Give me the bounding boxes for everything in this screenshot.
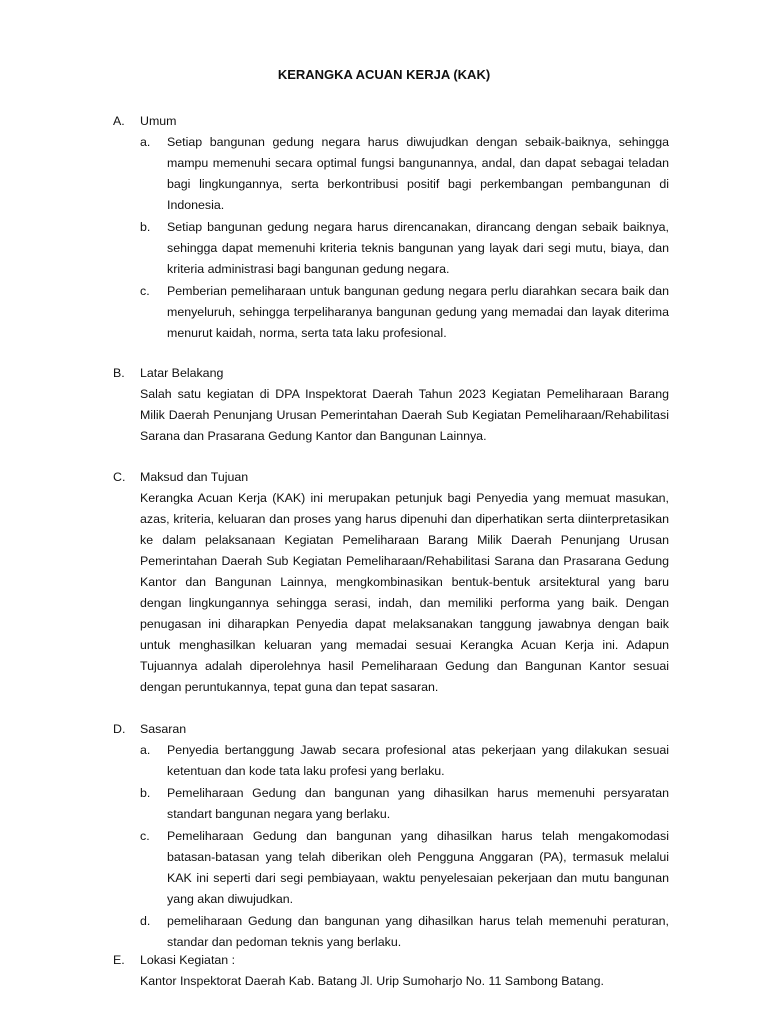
item-letter: a.	[140, 743, 151, 757]
item-text: Penyedia bertanggung Jawab secara profesional atas pekerjaan yang dilakukan sesuai ketentuan dan kode tata laku profesi yang berlaku.	[167, 743, 669, 778]
section-heading: Latar Belakang	[140, 366, 224, 380]
section-header	[113, 950, 669, 971]
document-title: KERANGKA ACUAN KERJA (KAK)	[277, 67, 491, 82]
section-maksud-tujuan	[113, 467, 669, 698]
section-letter: E.	[113, 953, 125, 967]
section-heading: Umum	[140, 114, 177, 128]
list-item	[113, 826, 669, 910]
item-text: Setiap bangunan gedung negara harus direncanakan, dirancang dengan sebaik baiknya, sehingga dapat memenuhi kriteria teknis bangunan yang layak dari segi mutu, biaya, dan kriteria administrasi bagi bangunan gedung negara.	[167, 220, 669, 276]
section-letter: D.	[113, 722, 126, 736]
section-header	[113, 719, 669, 740]
section-paragraph: Salah satu kegiatan di DPA Inspektorat Daerah Tahun 2023 Kegiatan Pemeliharaan Barang Milik Daerah Penunjang Urusan Pemerintahan Daerah Sub Kegiatan Pemeliharaan/Rehabilitasi Sarana dan Prasarana Gedung Kantor dan Bangunan Lainnya.	[140, 387, 669, 443]
item-text: Setiap bangunan gedung negara harus diwujudkan dengan sebaik-baiknya, sehingga mampu memenuhi secara optimal fungsi bangunannya, andal, dan dapat sebagai teladan bagi lingkungannya, serta berkontribusi positif bagi perkembangan pembangunan di Indonesia.	[167, 135, 669, 212]
section-header	[113, 111, 669, 132]
section-header	[113, 467, 669, 488]
item-text: Pemeliharaan Gedung dan bangunan yang dihasilkan harus memenuhi persyaratan standart bangunan negara yang berlaku.	[167, 786, 669, 821]
list-item	[113, 783, 669, 825]
list-item	[113, 911, 669, 953]
section-paragraph: Kantor Inspektorat Daerah Kab. Batang Jl. Urip Sumoharjo No. 11 Sambong Batang.	[140, 974, 605, 988]
section-header	[113, 363, 669, 384]
item-text: Pemeliharaan Gedung dan bangunan yang dihasilkan harus telah mengakomodasi batasan-batasan yang telah diberikan oleh Pengguna Anggaran (PA), termasuk melalui KAK ini seperti dari segi pembiayaan, waktu penyelesaian pekerjaan dan mutu bangunan yang akan diwujudkan.	[167, 829, 669, 906]
section-umum	[113, 111, 669, 344]
section-letter: A.	[113, 114, 125, 128]
item-letter: b.	[140, 220, 151, 234]
item-letter: a.	[140, 135, 151, 149]
section-letter: C.	[113, 470, 126, 484]
section-sasaran	[113, 719, 669, 953]
section-heading: Maksud dan Tujuan	[140, 470, 249, 484]
section-heading: Lokasi Kegiatan :	[140, 953, 236, 967]
list-item	[113, 740, 669, 782]
item-letter: c.	[140, 284, 150, 298]
list-item	[113, 217, 669, 280]
section-latar-belakang	[113, 363, 669, 447]
section-paragraph: Kerangka Acuan Kerja (KAK) ini merupakan petunjuk bagi Penyedia yang memuat masukan, azas, kriteria, keluaran dan proses yang harus dipenuhi dan diperhatikan serta diinterpretasikan ke dalam pelaksanaan Kegiatan Pemeliharaan Barang Milik Daerah Penunjang Urusan Pemerintahan Daerah Sub Kegiatan Pemeliharaan/Rehabilitasi Sarana dan Prasarana Gedung Kantor dan Bangunan Lainnya, mengkombinasikan bentuk-bentuk arsitektural yang baru dengan lingkungannya sehingga serasi, indah, dan memiliki performa yang baik. Dengan penugasan ini diharapkan Penyedia dapat melaksanakan tanggung jawabnya dengan baik untuk menghasilkan keluaran yang memadai sesuai Kerangka Acuan Kerja ini. Adapun Tujuannya adalah diperolehnya hasil Pemeliharaan Gedung dan Bangunan Kantor sesuai dengan peruntukannya, tepat guna dan tepat sasaran.	[140, 491, 669, 694]
item-text: Pemberian pemeliharaan untuk bangunan gedung negara perlu diarahkan secara baik dan menyeluruh, sehingga terpeliharanya bangunan gedung yang memadai dan layak diterima menurut kaidah, norma, serta tata laku profesional.	[167, 284, 669, 340]
section-heading: Sasaran	[140, 722, 187, 736]
item-text: pemeliharaan Gedung dan bangunan yang dihasilkan harus telah memenuhi peraturan, standar dan pedoman teknis yang berlaku.	[167, 914, 669, 949]
section-letter: B.	[113, 366, 125, 380]
item-letter: b.	[140, 786, 151, 800]
section-lokasi-kegiatan	[113, 950, 669, 992]
item-letter: d.	[140, 914, 151, 928]
list-item	[113, 281, 669, 344]
item-letter: c.	[140, 829, 150, 843]
list-item	[113, 132, 669, 216]
